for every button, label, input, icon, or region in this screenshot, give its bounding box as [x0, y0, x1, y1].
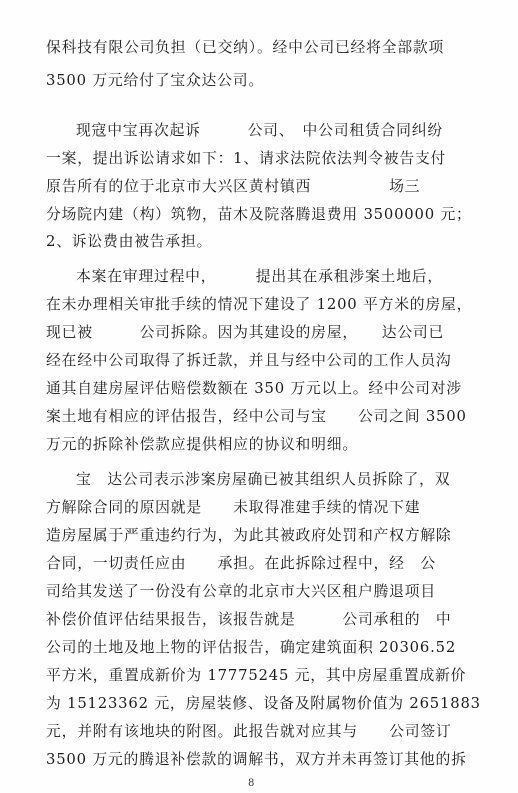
text-line: 原告所有的位于北京市大兴区黄村镇西 场三	[46, 178, 421, 195]
text-line: 3500 万元给付了宝众达公司。	[46, 72, 264, 89]
text-line: 补偿价值评估结果报告，该报告就是 公司承租的 中	[46, 611, 452, 628]
text-line: 现已被 公司拆除。因为其建设的房屋， 达公司已	[46, 324, 445, 341]
text-line: 现寇中宝再次起诉 公司、 中公司租赁合同纠纷	[76, 122, 443, 139]
text-line: 宝 达公司表示涉案房屋确已被其组织人员拆除了，双	[76, 471, 451, 488]
text-line: 本案在审理过程中， 提出其在承租涉案土地后，	[76, 268, 443, 285]
page-number: 8	[248, 778, 255, 789]
text-line: 3500 万元的腾退补偿款的调解书，双方并未再签订其他的拆	[46, 751, 467, 768]
text-line: 分场院内建（构）筑物，苗木及院落腾退费用 3500000 元；	[46, 206, 472, 223]
text-line: 方解除合同的原因就是 未取得准建手续的情况下建	[46, 499, 421, 516]
text-line: 经在经中公司取得了拆迁款，并且与经中公司的工作人员沟	[46, 352, 452, 369]
text-line: 案土地有相应的评估报告，经中公司与宝 公司之间 3500	[46, 408, 467, 425]
text-line: 2、诉讼费由被告承担。	[46, 233, 213, 250]
text-line: 为 15123362 元，房屋装修、设备及附属物价值为 2651883	[46, 695, 481, 712]
text-line: 在未办理相关审批手续的情况下建设了 1200 平方米的房屋，	[46, 296, 473, 313]
text-line: 元，并附有该地块的附图。此报告就对应其与 公司签订	[46, 723, 452, 740]
text-line: 通其自建房屋评估赔偿数额在 350 万元以上。经中公司对涉	[46, 380, 462, 397]
text-line: 公司的土地及地上物的评估报告，确定建筑面积 20306.52	[46, 639, 457, 656]
text-line: 一案，提出诉讼请求如下：1、请求法院依法判令被告支付	[46, 150, 447, 167]
text-line: 保科技有限公司负担（已交纳）。经中公司已经将全部款项	[46, 39, 445, 56]
text-line: 造房屋属于严重违约行为，为此其被政府处罚和产权方解除	[46, 527, 452, 544]
text-line: 合同，一切责任应由 承担。在此拆除过程中，经 公	[46, 555, 436, 572]
text-line: 司给其发送了一份没有公章的北京市大兴区租户腾退项目	[46, 583, 436, 600]
text-line: 万元的拆除补偿款应提供相应的协议和明细。	[46, 436, 358, 453]
text-line: 平方米，重置成新价为 17775245 元，其中房屋重置成新价	[46, 667, 467, 684]
